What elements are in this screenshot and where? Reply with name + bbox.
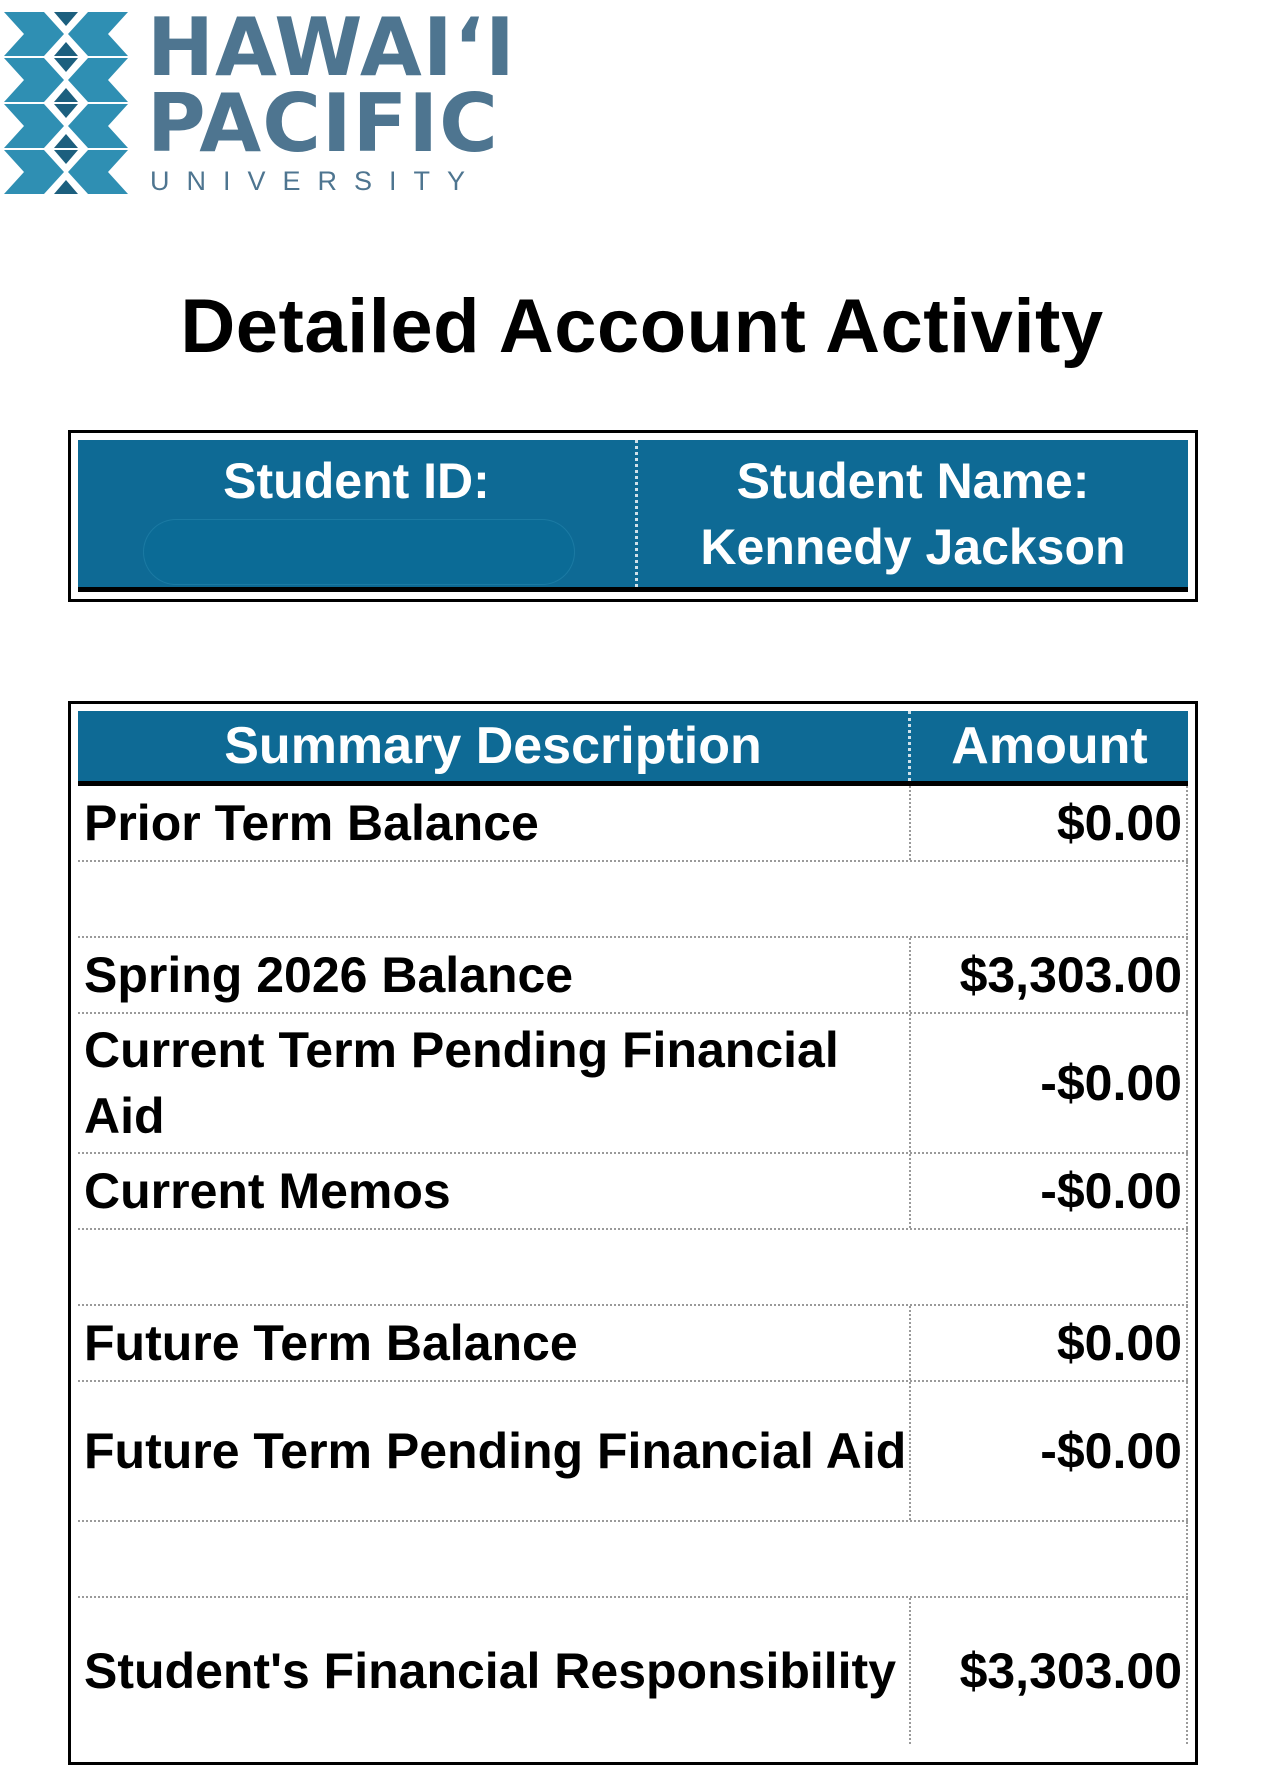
student-info-header	[78, 440, 1188, 592]
table-spacer-row	[78, 862, 1188, 938]
summary-table-header	[78, 711, 1188, 786]
table-row-future-term-balance	[78, 1306, 1188, 1382]
student-info-table	[68, 430, 1198, 602]
table-row-current-memos	[78, 1154, 1188, 1230]
logo-text-hawaii: HAWAIʻI	[147, 1, 516, 94]
table-spacer-row	[78, 1522, 1188, 1598]
row-description: Future Term Balance	[78, 1306, 911, 1380]
header-amount: Amount	[951, 717, 1148, 775]
table-row-financial-responsibility	[78, 1598, 1188, 1744]
row-amount: -$0.00	[911, 1154, 1188, 1228]
student-id-cell	[78, 440, 638, 587]
table-row-prior-term-balance	[78, 786, 1188, 862]
logo-text-pacific: PACIFIC	[147, 77, 499, 170]
summary-table	[68, 701, 1198, 1765]
university-logo	[4, 1, 524, 196]
logo-text-university: UNIVERSITY	[150, 166, 483, 196]
page-title: Detailed Account Activity	[180, 284, 1104, 369]
hpu-pattern-logo-icon	[4, 12, 128, 194]
table-row-future-term-pending-aid	[78, 1382, 1188, 1522]
student-id-redaction	[144, 520, 574, 584]
row-description: Prior Term Balance	[78, 786, 911, 860]
row-description: Future Term Pending Financial Aid	[78, 1382, 911, 1520]
row-description: Current Term Pending Financial Aid	[78, 1014, 911, 1152]
table-row-current-term-pending-aid	[78, 1014, 1188, 1154]
row-amount: $0.00	[911, 786, 1188, 860]
table-row-spring-2026-balance	[78, 938, 1188, 1014]
student-name-value: Kennedy Jackson	[700, 519, 1126, 575]
row-description: Spring 2026 Balance	[78, 938, 911, 1012]
header-summary-description: Summary Description	[78, 711, 911, 781]
student-name-cell	[638, 440, 1188, 587]
row-amount: $0.00	[911, 1306, 1188, 1380]
row-amount: $3,303.00	[911, 1598, 1188, 1744]
row-amount: -$0.00	[911, 1382, 1188, 1520]
student-id-label: Student ID:	[223, 453, 490, 509]
row-description: Student's Financial Responsibility	[78, 1598, 911, 1744]
student-name-label: Student Name:	[736, 453, 1090, 509]
row-amount: -$0.00	[911, 1014, 1188, 1152]
table-spacer-row	[78, 1230, 1188, 1306]
row-description: Current Memos	[78, 1154, 911, 1228]
row-amount: $3,303.00	[911, 938, 1188, 1012]
